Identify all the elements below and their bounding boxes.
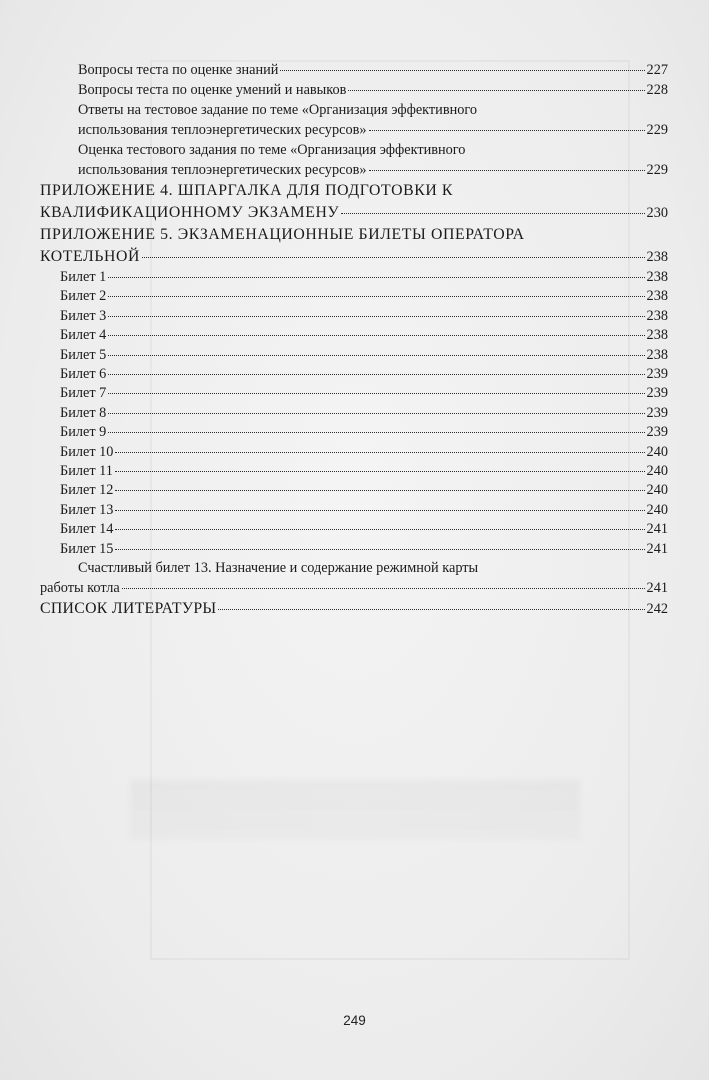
- toc-entry-title-line: ПРИЛОЖЕНИЕ 4. ШПАРГАЛКА ДЛЯ ПОДГОТОВКИ К: [40, 182, 454, 199]
- toc-entry: [40, 501, 668, 520]
- toc-page-number: 238: [646, 288, 668, 305]
- dot-leader: [348, 90, 644, 91]
- toc-entry-title: Билет 9: [60, 424, 107, 441]
- toc-entry-title: Билет 14: [60, 521, 114, 538]
- toc-entry: [40, 384, 668, 403]
- toc-entry-title: использования теплоэнергетических ресурсов»: [78, 122, 367, 138]
- show-through-text: [130, 780, 580, 840]
- dot-leader: [108, 413, 644, 414]
- toc-page-number: 239: [646, 366, 668, 383]
- toc-entry-title: Билет 11: [60, 463, 113, 480]
- toc-entry-title: Билет 7: [60, 385, 107, 402]
- dot-leader: [218, 609, 644, 610]
- toc-entry-title: Вопросы теста по оценке знаний: [78, 62, 279, 78]
- toc-entry: [40, 423, 668, 442]
- toc-entry-title: Билет 2: [60, 288, 107, 305]
- toc-entry: [40, 540, 668, 559]
- toc-entry: [40, 598, 668, 621]
- toc-entry: [40, 365, 668, 384]
- toc-entry: [40, 60, 668, 80]
- toc-entry-title: использования теплоэнергетических ресурсов»: [78, 162, 367, 178]
- toc-entry: [40, 559, 668, 598]
- toc-entry: [40, 224, 668, 268]
- toc-page-number: 230: [646, 204, 668, 221]
- dot-leader: [115, 529, 644, 530]
- dot-leader: [142, 257, 644, 258]
- toc-entry: [40, 443, 668, 462]
- dot-leader: [341, 213, 644, 214]
- dot-leader: [108, 374, 644, 375]
- dot-leader: [122, 588, 645, 589]
- toc-entry: [40, 180, 668, 224]
- toc-entry-title: Билет 10: [60, 443, 114, 460]
- dot-leader: [369, 170, 645, 171]
- dot-leader: [108, 432, 644, 433]
- toc-page-number: 241: [646, 579, 668, 596]
- toc-entry: [40, 346, 668, 365]
- toc-page-number: 228: [646, 82, 668, 98]
- toc-page-number: 241: [646, 521, 668, 538]
- toc-entry-title: Билет 4: [60, 327, 107, 344]
- dot-leader: [115, 510, 644, 511]
- toc-page-number: 240: [646, 463, 668, 480]
- toc-entry-title: СПИСОК ЛИТЕРАТУРЫ: [40, 600, 217, 618]
- toc-page-number: 238: [646, 307, 668, 324]
- toc-entry-title: Билет 6: [60, 366, 107, 383]
- toc-entry-title: Вопросы теста по оценке умений и навыков: [78, 82, 347, 98]
- toc-entry: [40, 287, 668, 306]
- toc-entry: [40, 462, 668, 481]
- dot-leader: [108, 277, 644, 278]
- dot-leader: [108, 393, 644, 394]
- dot-leader: [115, 471, 645, 472]
- dot-leader: [108, 355, 644, 356]
- toc-page-number: 238: [646, 346, 668, 363]
- toc-entry: [40, 268, 668, 287]
- toc-entry: [40, 481, 668, 500]
- toc-page-number: 239: [646, 385, 668, 402]
- toc-entry: [40, 307, 668, 326]
- toc-entry: [40, 404, 668, 423]
- dot-leader: [115, 549, 644, 550]
- toc-page-number: 240: [646, 482, 668, 499]
- toc-entry: [40, 326, 668, 345]
- toc-entry-title-line: ПРИЛОЖЕНИЕ 5. ЭКЗАМЕНАЦИОННЫЕ БИЛЕТЫ ОПЕРАТОРА: [40, 226, 525, 243]
- toc-entry: [40, 100, 668, 140]
- toc-page-number: 238: [646, 327, 668, 344]
- toc-entry-title: Билет 1: [60, 269, 107, 285]
- toc-entry: [40, 520, 668, 539]
- toc-entry-title: Билет 15: [60, 540, 114, 557]
- toc-entry: [40, 140, 668, 180]
- page-number: 249: [343, 1013, 366, 1028]
- toc-entry-title: работы котла: [40, 579, 120, 596]
- toc-page-number: 227: [646, 62, 668, 78]
- toc-page-number: 239: [646, 404, 668, 421]
- toc-entry-title: Билет 8: [60, 404, 107, 421]
- toc-page-number: 238: [646, 269, 668, 285]
- toc-page-number: 238: [646, 248, 668, 265]
- toc-page-number: 241: [646, 540, 668, 557]
- toc-entry-title: Билет 5: [60, 346, 107, 363]
- table-of-contents: [40, 60, 668, 621]
- toc-entry-title-line: Ответы на тестовое задание по теме «Организация эффективного: [78, 102, 478, 118]
- dot-leader: [369, 130, 645, 131]
- dot-leader: [115, 452, 644, 453]
- toc-page-number: 229: [646, 122, 668, 138]
- toc-page-number: 229: [646, 162, 668, 178]
- dot-leader: [115, 490, 644, 491]
- toc-entry-title-line: Оценка тестового задания по теме «Организация эффективного: [78, 142, 466, 158]
- toc-page-number: 240: [646, 501, 668, 518]
- toc-entry-title: Билет 3: [60, 307, 107, 324]
- toc-page-number: 240: [646, 443, 668, 460]
- toc-entry-title: КОТЕЛЬНОЙ: [40, 247, 141, 265]
- toc-entry-title-line: Счастливый билет 13. Назначение и содержание режимной карты: [78, 560, 479, 577]
- dot-leader: [108, 316, 644, 317]
- toc-entry-title: Билет 13: [60, 501, 114, 518]
- toc-entry-title: Билет 12: [60, 482, 114, 499]
- dot-leader: [108, 335, 644, 336]
- dot-leader: [280, 70, 644, 71]
- toc-page-number: 239: [646, 424, 668, 441]
- dot-leader: [108, 296, 644, 297]
- toc-page-number: 242: [646, 601, 668, 618]
- toc-entry: [40, 80, 668, 100]
- toc-entry-title: КВАЛИФИКАЦИОННОМУ ЭКЗАМЕНУ: [40, 203, 340, 221]
